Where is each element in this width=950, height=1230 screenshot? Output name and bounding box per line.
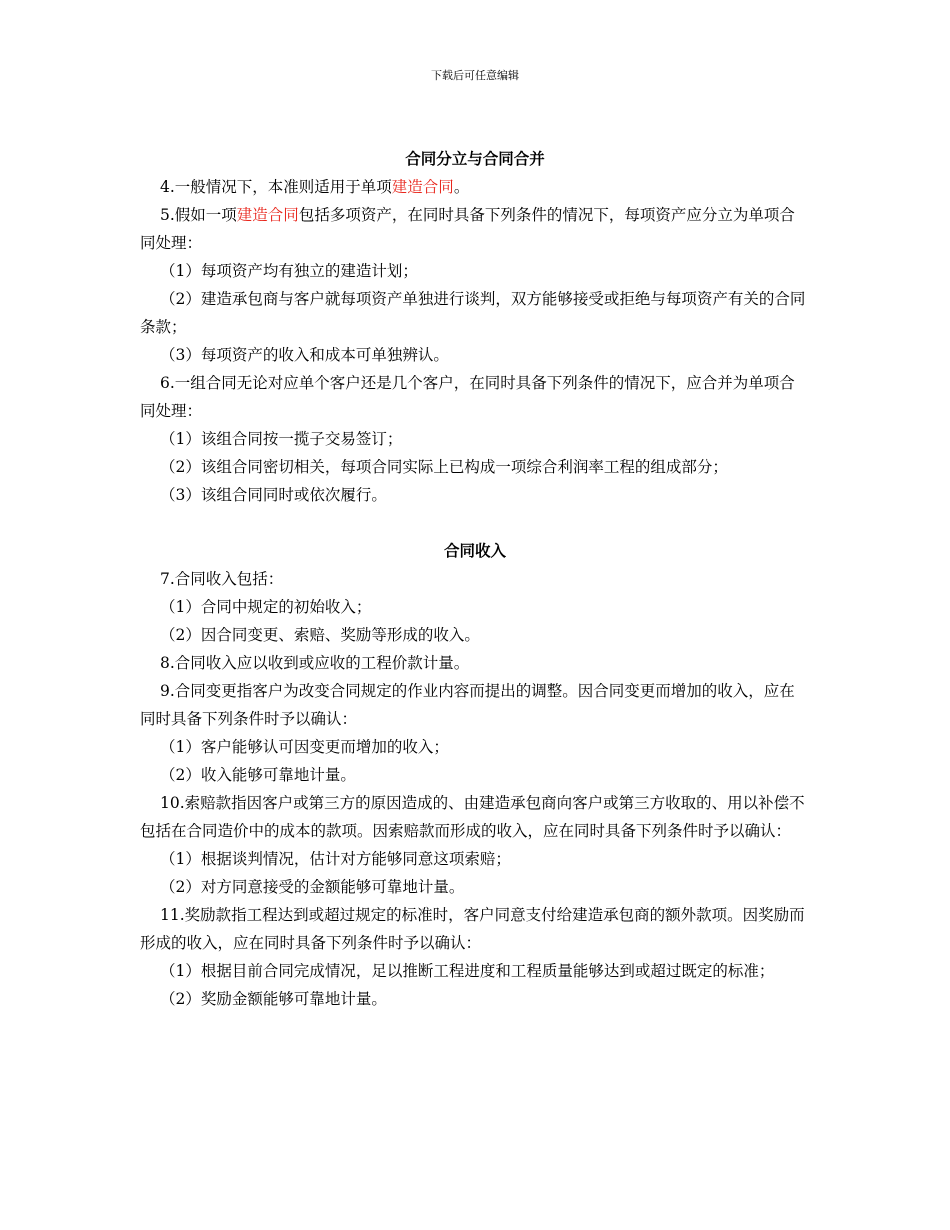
list-item-5-2: （2）建造承包商与客户就每项资产单独进行谈判，双方能够接受或拒绝与每项资产有关的合同条款； [140,290,806,336]
list-item-6-1: （1）该组合同按一揽子交易签订； [160,430,403,448]
page-header: 下载后可任意编辑 [431,69,519,82]
paragraph-7: 7.合同收入包括： [160,570,284,588]
list-item-9-1: （1）客户能够认可因变更而增加的收入； [160,738,449,756]
list-item-5-3: （3）每项资产的收入和成本可单独辨认。 [160,346,449,364]
section-title-contract-revenue: 合同收入 [443,541,506,560]
paragraph-10: 10.索赔款指因客户或第三方的原因造成的、由建造承包商向客户或第三方收取的、用以补偿不包括在合同造价中的成本的款项。因索赔款而形成的收入，应在同时具备下列条件时予以确认： [140,794,805,840]
list-item-6-2: （2）该组合同密切相关，每项合同实际上已构成一项综合利润率工程的组成部分； [160,458,728,476]
paragraph-6: 6.一组合同无论对应单个客户还是几个客户，在同时具备下列条件的情况下，应合并为单项合同处理： [140,374,795,420]
list-item-9-2: （2）收入能够可靠地计量。 [160,766,356,784]
list-item-10-2: （2）对方同意接受的金额能够可靠地计量。 [160,878,465,896]
list-item-7-1: （1）合同中规定的初始收入； [160,598,372,616]
section-title-contract-split-merge: 合同分立与合同合并 [405,149,545,168]
paragraph-5 [140,201,810,257]
list-item-10-1: （1）根据谈判情况，估计对方能够同意这项索赔； [160,850,511,868]
list-item-6-3: （3）该组合同同时或依次履行。 [160,486,387,504]
paragraph-4 [140,173,810,201]
document-body [140,145,810,1013]
list-item-7-2: （2）因合同变更、索赔、奖励等形成的收入。 [160,626,480,644]
paragraph-9: 9.合同变更指客户为改变合同规定的作业内容而提出的调整。因合同变更而增加的收入，应在同时具备下列条件时予以确认： [140,682,795,728]
list-item-5-1: （1）每项资产均有独立的建造计划； [160,262,418,280]
construction-contract-link[interactable]: 建造合同 [391,178,454,196]
paragraph-11: 11.奖励款指工程达到或超过规定的标准时，客户同意支付给建造承包商的额外款项。因奖励而形成的收入，应在同时具备下列条件时予以确认： [140,906,805,952]
paragraph-8: 8.合同收入应以收到或应收的工程价款计量。 [160,654,470,672]
list-item-11-2: （2）奖励金额能够可靠地计量。 [160,990,387,1008]
paragraph-4-end: 。 [453,178,470,196]
paragraph-4-text: 4.一般情况下，本准则适用于单项 [160,178,392,196]
construction-contract-link[interactable]: 建造合同 [236,206,299,224]
paragraph-5-text-a: 5.假如一项 [160,206,237,224]
list-item-11-1: （1）根据目前合同完成情况，足以推断工程进度和工程质量能够达到或超过既定的标准； [160,962,775,980]
paragraph-5-text-b: 包括多项资产，在同时具备下列条件的情况下，每项资产应分立为单项合同处理： [140,206,795,252]
